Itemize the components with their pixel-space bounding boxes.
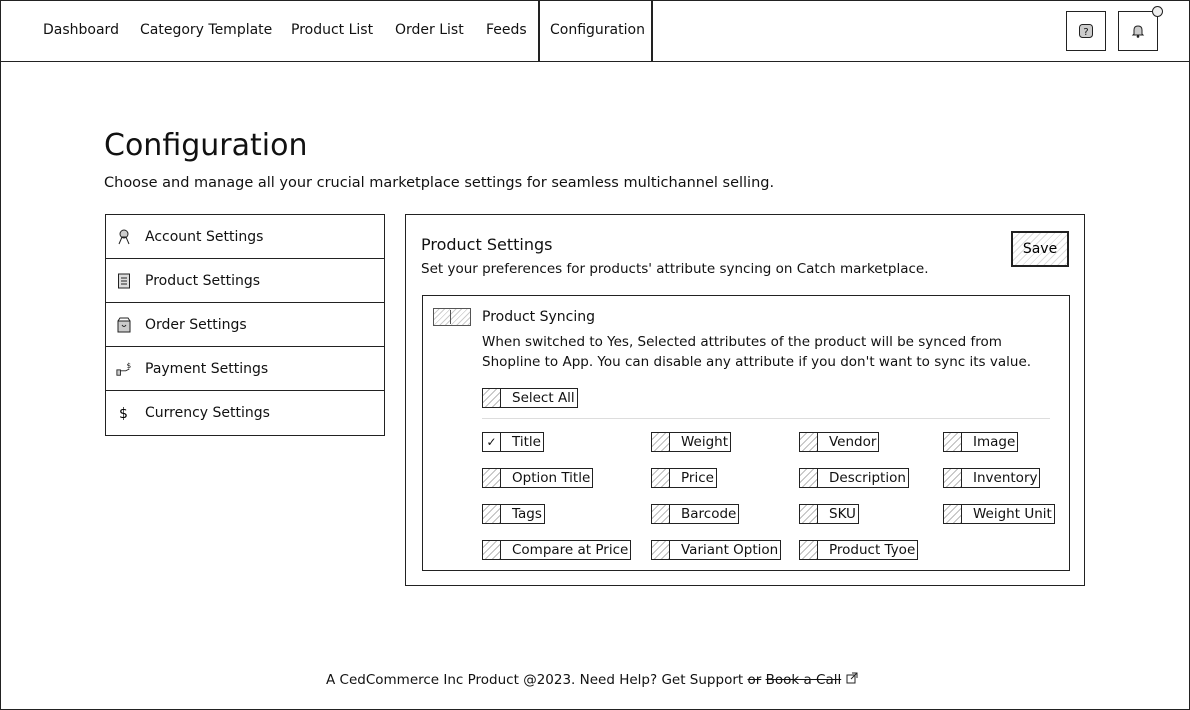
footer — [326, 672, 858, 688]
notification-badge — [1152, 6, 1163, 17]
attribute-checkbox-compare-at-price[interactable] — [482, 540, 631, 560]
checkbox-label: Vendor — [829, 434, 877, 450]
attribute-checkbox-option-title[interactable] — [482, 468, 593, 488]
checkbox-box — [483, 389, 501, 407]
checkbox-label: Select All — [512, 390, 575, 406]
account-icon — [116, 229, 132, 245]
checkbox-box — [944, 469, 962, 487]
footer-text: A CedCommerce Inc Product @2023. Need Help? — [326, 672, 658, 688]
checkbox-box — [800, 469, 818, 487]
checkbox-box — [800, 541, 818, 559]
checkbox-label: Variant Option — [681, 542, 779, 558]
card-subtitle: Set your preferences for products' attribute syncing on Catch marketplace. — [421, 261, 929, 277]
sidebar-item-label: Product Settings — [145, 272, 261, 289]
checkbox-label: Compare at Price — [512, 542, 629, 558]
card-title: Product Settings — [421, 235, 553, 254]
sidebar-item-product-settings[interactable] — [106, 259, 384, 303]
attribute-checkbox-weight-unit[interactable] — [943, 504, 1055, 524]
checkbox-box — [652, 541, 670, 559]
dollar-icon — [116, 405, 132, 421]
product-syncing-section — [422, 295, 1070, 571]
payment-hand-icon — [116, 361, 132, 377]
checkbox-label: Title — [512, 434, 541, 450]
checkbox-box — [652, 505, 670, 523]
settings-sidebar — [105, 214, 385, 436]
nav-product-list[interactable]: Product List — [291, 22, 374, 38]
nav-configuration[interactable]: Configuration — [550, 22, 645, 38]
attribute-checkbox-title[interactable] — [482, 432, 544, 452]
nav-dashboard[interactable]: Dashboard — [43, 22, 119, 38]
checkbox-label: Inventory — [973, 470, 1038, 486]
checkbox-label: Image — [973, 434, 1016, 450]
attribute-checkbox-tags[interactable] — [482, 504, 545, 524]
checkbox-label: Option Title — [512, 470, 591, 486]
page-subtitle: Choose and manage all your crucial marketplace settings for seamless multichannel selling. — [104, 175, 775, 191]
notifications-button[interactable] — [1118, 11, 1158, 51]
attribute-checkbox-description[interactable] — [799, 468, 909, 488]
attribute-checkbox-weight[interactable] — [651, 432, 731, 452]
divider — [482, 418, 1050, 419]
svg-text:$: $ — [126, 360, 132, 370]
checkbox-box — [944, 433, 962, 451]
attribute-checkbox-price[interactable] — [651, 468, 717, 488]
checkbox-label: Tags — [512, 506, 542, 522]
sidebar-item-label: Account Settings — [145, 228, 264, 245]
external-link-icon — [846, 672, 858, 688]
sidebar-item-label: Currency Settings — [145, 405, 270, 421]
sidebar-item-payment-settings[interactable] — [106, 347, 384, 391]
product-syncing-toggle[interactable] — [433, 308, 471, 326]
product-syncing-title: Product Syncing — [482, 309, 595, 325]
save-button[interactable]: Save — [1011, 231, 1069, 267]
svg-text:?: ? — [1083, 27, 1089, 38]
attribute-checkbox-variant-option[interactable] — [651, 540, 781, 560]
footer-or: or — [747, 672, 762, 688]
svg-text:$: $ — [119, 406, 128, 421]
order-box-icon — [116, 317, 132, 333]
sidebar-item-label: Payment Settings — [145, 360, 269, 377]
checkbox-label: Barcode — [681, 506, 737, 522]
checkbox-box — [800, 505, 818, 523]
help-icon — [1078, 23, 1094, 39]
sidebar-item-label: Order Settings — [145, 316, 247, 333]
sidebar-item-order-settings[interactable] — [106, 303, 384, 347]
checkbox-label: Product Tyoe — [829, 542, 916, 558]
checkbox-box — [652, 433, 670, 451]
checkbox-box — [483, 469, 501, 487]
attribute-checkbox-vendor[interactable] — [799, 432, 879, 452]
nav-category-template[interactable]: Category Template — [140, 22, 273, 38]
nav-divider — [538, 0, 540, 62]
nav-divider — [651, 0, 653, 62]
attribute-checkbox-product-type[interactable] — [799, 540, 918, 560]
nav-order-list[interactable]: Order List — [395, 22, 464, 38]
checkbox-label: Weight — [681, 434, 729, 450]
checkbox-label: Price — [681, 470, 714, 486]
check-icon: ✓ — [486, 435, 497, 449]
sidebar-item-account-settings[interactable] — [106, 215, 384, 259]
attribute-checkbox-sku[interactable] — [799, 504, 859, 524]
bell-icon — [1130, 23, 1146, 39]
checkbox-box — [800, 433, 818, 451]
get-support-link[interactable]: Get Support — [661, 672, 744, 688]
checkbox-box — [483, 433, 501, 451]
product-syncing-description: When switched to Yes, Selected attributes of the product will be synced from Shopline to App. You can disable any attribute if you don't want to sync its value. — [482, 334, 1032, 370]
checkbox-label: SKU — [829, 506, 856, 522]
attribute-checkbox-image[interactable] — [943, 432, 1018, 452]
product-doc-icon — [116, 273, 132, 289]
top-nav — [0, 0, 1190, 62]
page-title: Configuration — [104, 128, 308, 163]
help-button[interactable] — [1066, 11, 1106, 51]
sidebar-item-currency-settings[interactable] — [106, 391, 384, 435]
nav-feeds[interactable]: Feeds — [486, 22, 527, 38]
product-settings-card — [405, 214, 1085, 586]
checkbox-label: Weight Unit — [973, 506, 1052, 522]
book-a-call-link[interactable]: Book a Call — [765, 672, 842, 688]
checkbox-box — [483, 541, 501, 559]
attribute-checkbox-inventory[interactable] — [943, 468, 1040, 488]
checkbox-box — [483, 505, 501, 523]
checkbox-box — [652, 469, 670, 487]
checkbox-label: Description — [829, 470, 906, 486]
select-all-checkbox[interactable] — [482, 388, 578, 408]
checkbox-box — [944, 505, 962, 523]
attribute-checkbox-barcode[interactable] — [651, 504, 739, 524]
